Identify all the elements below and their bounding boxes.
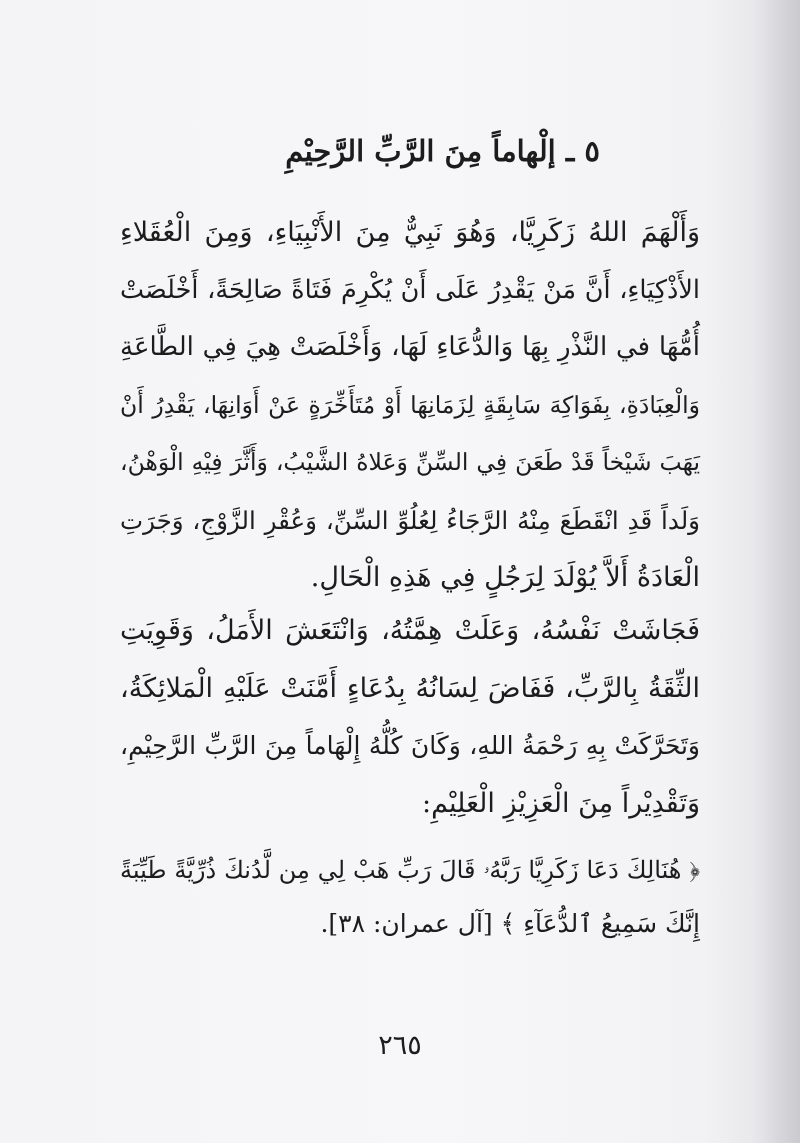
quran-verse <box>120 843 700 951</box>
text-line: وَتَقْدِيْراً مِنَ الْعَزِيْزِ الْعَلِيْمِ: <box>421 787 700 819</box>
verse-line: ﴿ هُنَالِكَ دَعَا زَكَرِيَّا رَبَّهُۥ قَالَ رَبِّ هَبْ لِي مِن لَّدُنكَ ذُرِّيَّةً طَيِّبَةً <box>120 856 700 884</box>
binding-shadow <box>754 0 800 1143</box>
text-line: الْعَادَةُ أَلاَّ يُوْلَدَ لِرَجُلٍ فِي هَذِهِ الْحَالِ. <box>310 562 700 593</box>
verse-line: إِنَّكَ سَمِيعُ ٱلدُّعَآءِ ﴾ [آل عمران: ٣٨]. <box>320 909 700 938</box>
page-number: ٢٦٥ <box>378 1030 422 1061</box>
text-line: وَالْعِبَادَةِ، بِفَوَاكِهَ سَابِقَةٍ لِزَمَانِهَا أَوْ مُتَأَخِّرَةٍ عَنْ أَوَانِهَا، يَقْدِرُ أَنْ <box>120 390 700 419</box>
text-line: وَلَداً قَدِ انْقَطَعَ مِنْهُ الرَّجَاءُ لِعُلُوِّ السِّنِّ، وَعُقْرِ الزَّوْجِ، وَجَرَتِ <box>120 505 700 535</box>
paragraph-1 <box>120 204 700 607</box>
text-line: وَتَحَرَّكَتْ بِهِ رَحْمَةُ اللهِ، وَكَانَ كُلُّهُ إِلْهَاماً مِنَ الرَّبِّ الرَّحِيْمِ، <box>120 731 700 760</box>
text-line: يَهَبَ شَيْخاً قَدْ طَعَنَ فِي السِّنِّ وَعَلاهُ الشَّيْبُ، وَأَثَّرَ فِيْهِ الْوَهْنُ، <box>120 448 700 476</box>
text-line: الثِّقَةُ بِالرَّبِّ، فَفَاضَ لِسَانُهُ بِدُعَاءٍ أَمَّنَتْ عَلَيْهِ الْمَلائِكَةُ، <box>120 672 700 704</box>
text-line: أُمُّهَا في النَّذْرِ بِهَا وَالدُّعَاءِ لَهَا، وَأَخْلَصَتْ هِيَ فِي الطَّاعَةِ <box>120 332 700 362</box>
section-heading: ٥ ـ إلْهاماً مِنَ الرَّبِّ الرَّحِيْمِ <box>285 134 600 168</box>
text-line: الأَذْكِيَاءِ، أَنَّ مَنْ يَقْدِرُ عَلَى أَنْ يُكْرِمَ فَتَاةً صَالِحَةً، أَخْلَصَتْ <box>120 274 700 305</box>
text-line: وَأَلْهَمَ اللهُ زَكَرِيَّا، وَهُوَ نَبِيٌّ مِنَ الأَنْبِيَاءِ، وَمِنَ الْعُقَلاءِ <box>120 217 700 248</box>
paragraph-2 <box>120 602 700 832</box>
text-line: فَجَاشَتْ نَفْسُهُ، وَعَلَتْ هِمَّتُهُ، وَانْتَعَشَ الأَمَلُ، وَقَوِيَتِ <box>120 615 700 646</box>
